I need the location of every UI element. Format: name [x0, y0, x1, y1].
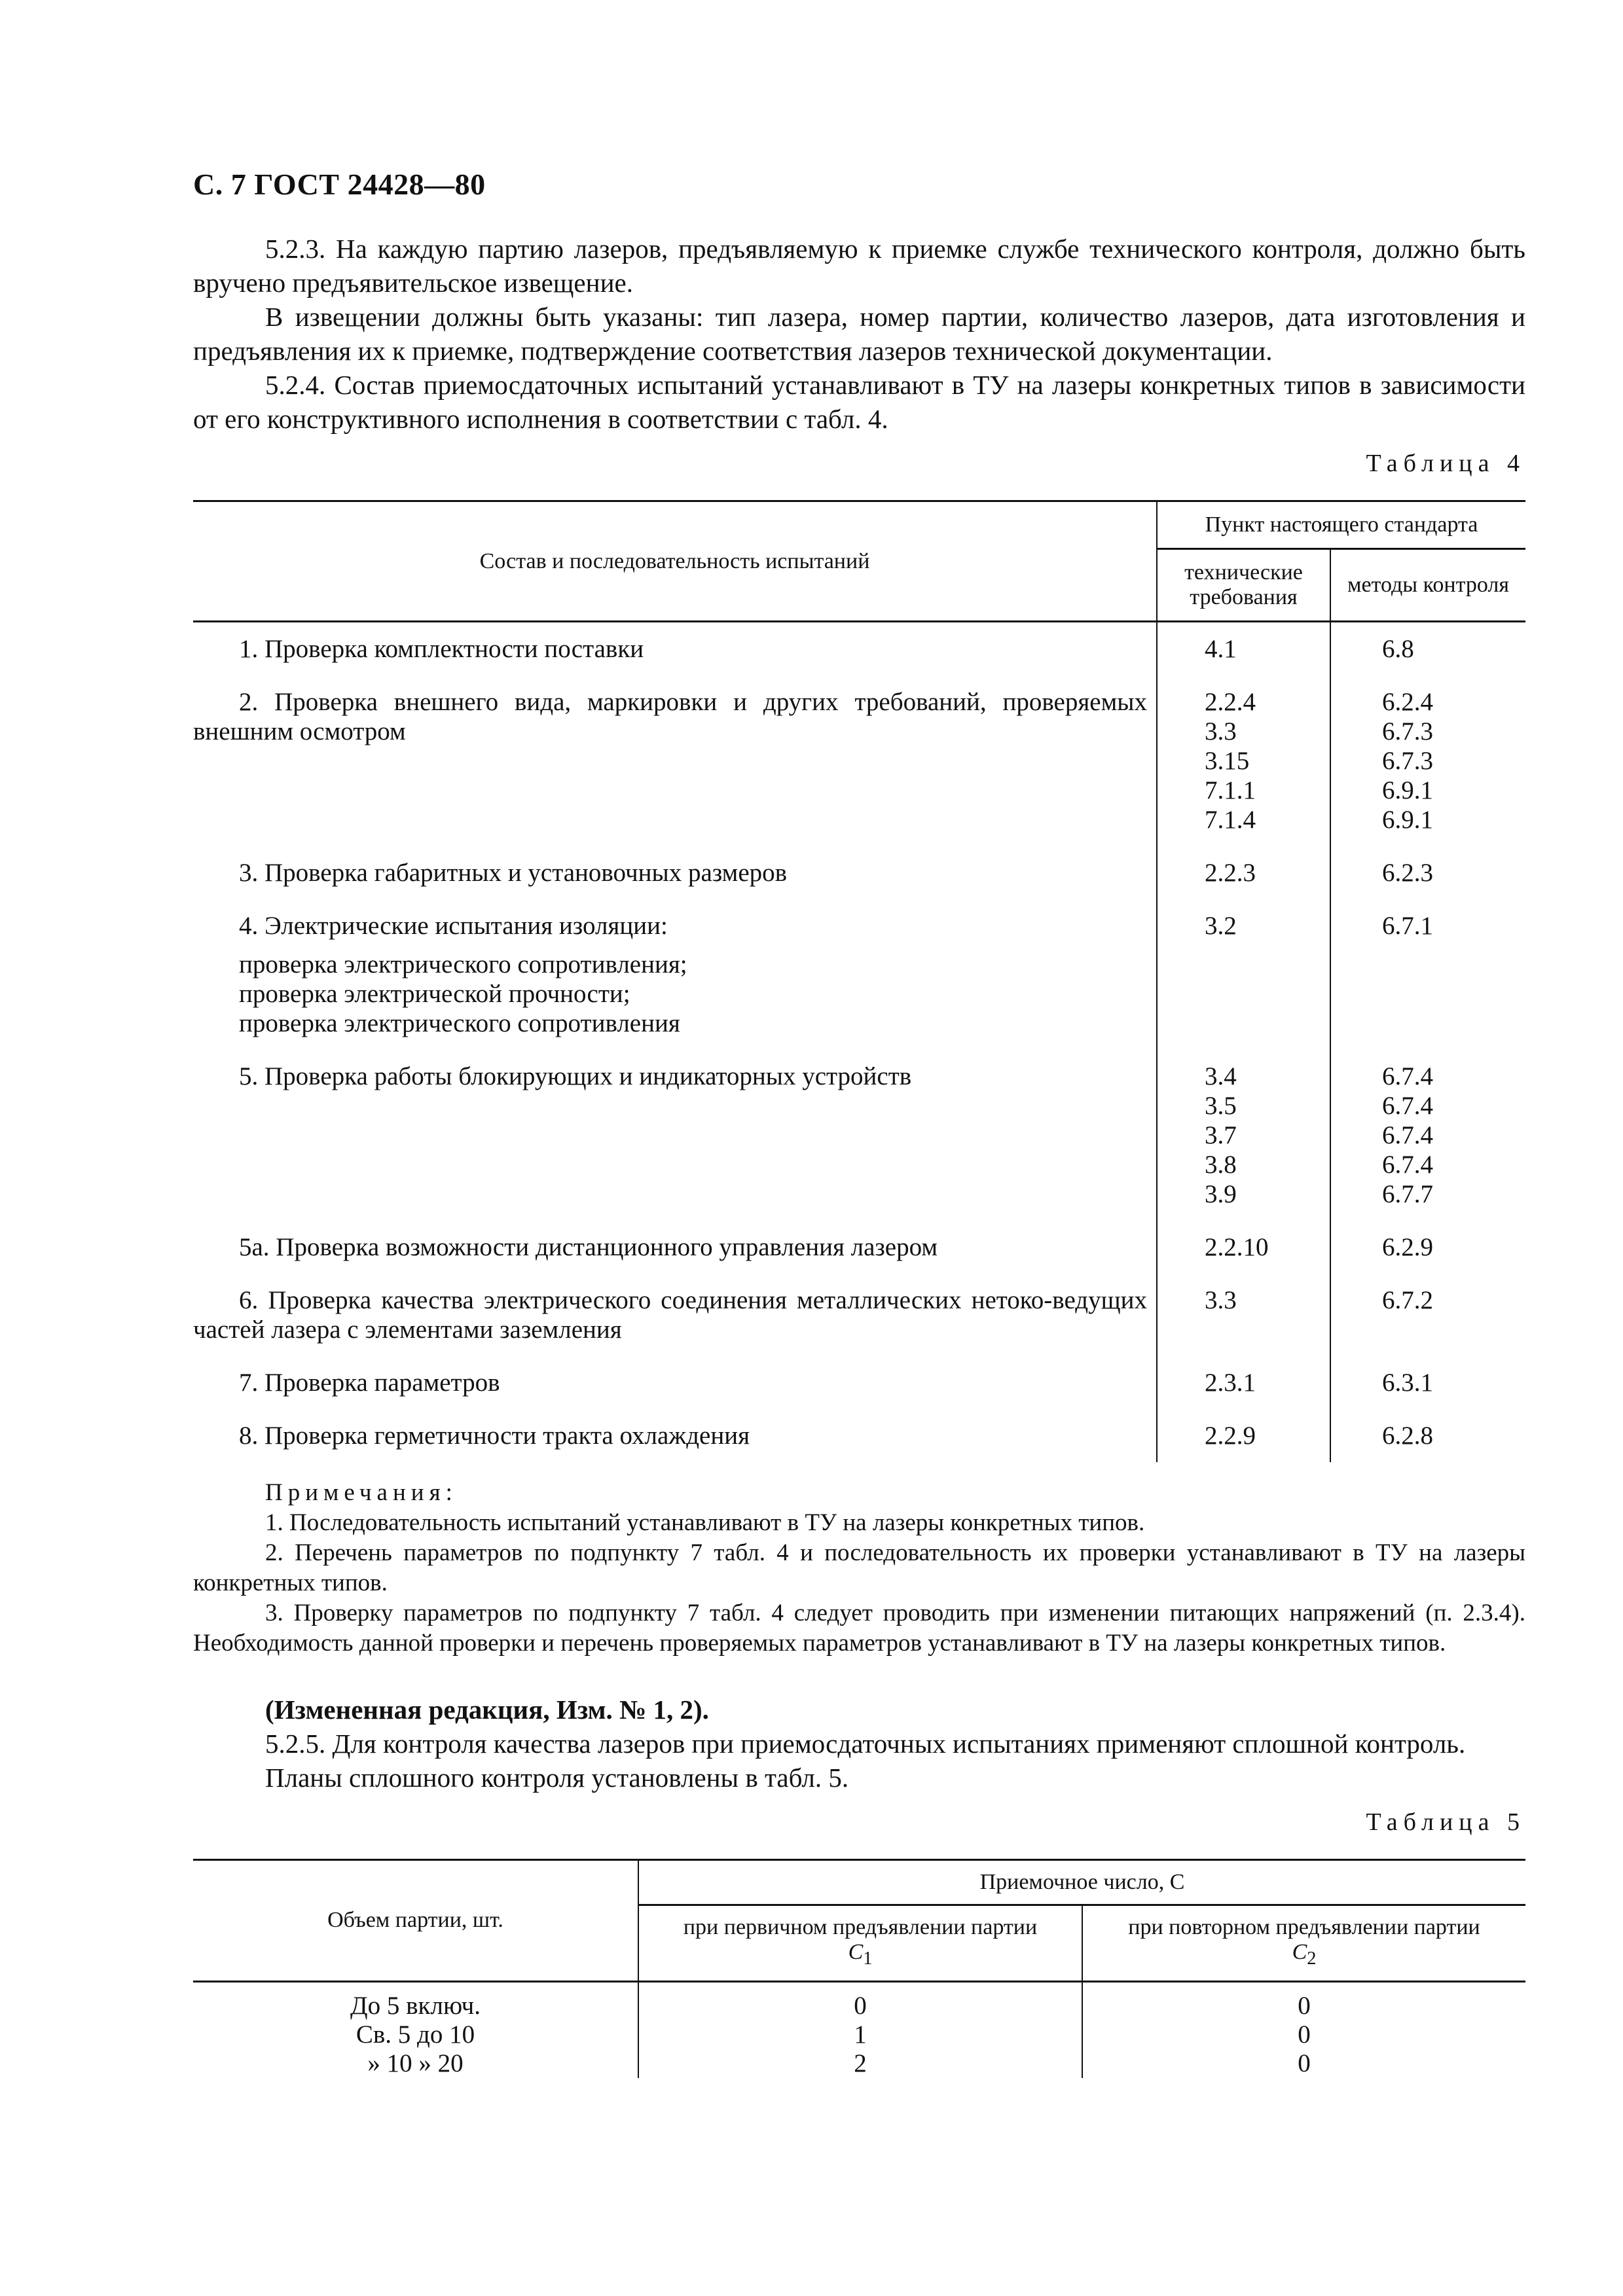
note-2: 2. Перечень параметров по подпункту 7 табл. 4 и последовательность их проверки устанавливают в ТУ на лазеры конкретных типов. — [193, 1539, 1525, 1596]
table5-c1-value: 1 — [854, 2020, 867, 2049]
table4-requirement: 7.1.4 — [1205, 806, 1256, 834]
table4-requirement: 3.9 — [1205, 1180, 1237, 1208]
table5-c2-value: 0 — [1298, 2020, 1311, 2049]
note-3: 3. Проверку параметров по подпункту 7 табл. 4 следует проводить при изменении питающих напряжений (п. 2.3.4). Необходимость данной проверки и перечень проверяемых параметров устанавливают в ТУ на лазеры конкретных типов. — [193, 1600, 1525, 1657]
table-4 — [193, 500, 1525, 1462]
table4-requirement: 3.15 — [1205, 747, 1250, 775]
table4-subtest: проверка электрической прочности; — [239, 980, 630, 1008]
table4-method-cell — [1330, 899, 1525, 1050]
paragraph-notice-content: В извещении должны быть указаны: тип лазера, номер партии, количество лазеров, дата изготовления и предъявления их к приемке, подтверждение соответствия лазеров технической документации. — [193, 302, 1525, 366]
table4-method: 6.9.1 — [1382, 776, 1433, 804]
table4-requirement: 7.1.1 — [1205, 776, 1256, 804]
table4-requirement-cell — [1157, 675, 1330, 846]
table4-row — [193, 675, 1525, 846]
table4-method: 6.7.1 — [1382, 912, 1433, 940]
table4-method-cell — [1330, 846, 1525, 899]
table5-col-c2-symbol: C — [1292, 1940, 1307, 1964]
table4-method: 6.9.1 — [1382, 806, 1433, 834]
table4-requirement: 3.7 — [1205, 1121, 1237, 1149]
table4-test-cell — [193, 846, 1157, 899]
table4-caption: Таблица 4 — [1366, 450, 1525, 477]
table4-method: 6.7.4 — [1382, 1092, 1433, 1120]
table4-row — [193, 899, 1525, 1050]
table4-method: 6.2.8 — [1382, 1422, 1433, 1450]
table4-method-cell — [1330, 1409, 1525, 1462]
table4-method-cell — [1330, 1356, 1525, 1409]
page — [193, 167, 1525, 2078]
table4-method: 6.7.7 — [1382, 1180, 1433, 1208]
table5-volumes — [193, 1981, 638, 2078]
table5-col-c1-header — [638, 1905, 1082, 1982]
table5-col-volume-header: Объем партии, шт. — [193, 1860, 638, 1982]
table4-group-header: Пункт настоящего стандарта — [1157, 501, 1525, 549]
table4-test-cell — [193, 1050, 1157, 1221]
table4-row — [193, 1409, 1525, 1462]
table5-c1-values — [638, 1981, 1082, 2078]
table4-method: 6.3.1 — [1382, 1369, 1433, 1397]
table5-col-c2-label: при повторном предъявлении партии — [1128, 1915, 1480, 1939]
table4-requirement: 4.1 — [1205, 635, 1237, 663]
table4-row — [193, 1221, 1525, 1274]
table4-method-cell — [1330, 1221, 1525, 1274]
table4-requirement: 3.3 — [1205, 717, 1237, 745]
table4-requirement: 2.2.4 — [1205, 688, 1256, 716]
table5-volume: До 5 включ. — [350, 1991, 481, 2020]
paragraph-5-2-4: 5.2.4. Состав приемосдаточных испытаний устанавливают в ТУ на лазеры конкретных типов в зависимости от его конструктивного исполнения в соответствии с табл. 4. — [193, 370, 1525, 434]
note-1: 1. Последовательность испытаний устанавливают в ТУ на лазеры конкретных типов. — [265, 1509, 1145, 1536]
table4-row — [193, 1050, 1525, 1221]
table4-requirement: 3.2 — [1205, 912, 1237, 940]
table4-requirement: 3.4 — [1205, 1062, 1237, 1090]
notes — [193, 1478, 1525, 1659]
table4-requirement: 2.2.10 — [1205, 1233, 1269, 1261]
paragraph-5-2-3: 5.2.3. На каждую партию лазеров, предъявляемую к приемке службе технического контроля, должно быть вручено предъявительское извещение. — [193, 234, 1525, 298]
table4-row — [193, 1356, 1525, 1409]
table4-method: 6.8 — [1382, 635, 1414, 663]
table4-subtest: проверка электрического сопротивления; — [239, 950, 687, 978]
table5-col-c1-label: при первичном предъявлении партии — [683, 1915, 1038, 1939]
table4-col-requirements-header: технические требования — [1157, 549, 1330, 622]
table5-c1-value: 0 — [854, 1991, 867, 2020]
table4-test-cell — [193, 1356, 1157, 1409]
table4-row — [193, 622, 1525, 676]
table5-volume: » 10 » 20 — [367, 2049, 464, 2077]
table4-test-name: 3. Проверка габаритных и установочных размеров — [239, 859, 788, 887]
table4-requirement-cell — [1157, 1050, 1330, 1221]
table4-subtest: проверка электрического сопротивления — [239, 1009, 680, 1037]
table4-method: 6.7.4 — [1382, 1121, 1433, 1149]
table4-requirement-cell — [1157, 1221, 1330, 1274]
table4-method: 6.2.9 — [1382, 1233, 1433, 1261]
table4-row — [193, 846, 1525, 899]
table5-c2-value: 0 — [1298, 2049, 1311, 2077]
table4-requirement: 2.2.9 — [1205, 1422, 1256, 1450]
table4-method-cell — [1330, 1050, 1525, 1221]
table4-method: 6.7.4 — [1382, 1062, 1433, 1090]
table4-requirement-cell — [1157, 622, 1330, 676]
table4-test-cell — [193, 622, 1157, 676]
table4-method-cell — [1330, 1274, 1525, 1356]
table4-requirement-cell — [1157, 846, 1330, 899]
table4-method: 6.7.4 — [1382, 1151, 1433, 1179]
table4-test-name: 8. Проверка герметичности тракта охлаждения — [239, 1422, 750, 1450]
table4-subtests — [193, 950, 1147, 1038]
table4-requirement: 3.3 — [1205, 1286, 1237, 1314]
table4-test-name: 7. Проверка параметров — [239, 1369, 500, 1397]
table4-test-name: 4. Электрические испытания изоляции: — [239, 912, 668, 940]
table4-requirement: 2.2.3 — [1205, 859, 1256, 887]
table4-requirement: 3.8 — [1205, 1151, 1237, 1179]
table4-requirement: 3.5 — [1205, 1092, 1237, 1120]
table5-c2-value: 0 — [1298, 1991, 1311, 2020]
table4-body — [193, 622, 1525, 1463]
table5-c1-value: 2 — [854, 2049, 867, 2077]
table4-method: 6.7.3 — [1382, 717, 1433, 745]
table4-test-cell — [193, 675, 1157, 846]
table4-method-cell — [1330, 622, 1525, 676]
table4-test-name: 6. Проверка качества электрического соединения металлических нетоко-ведущих частей лазера с элементами заземления — [193, 1286, 1147, 1344]
table4-test-name: 5. Проверка работы блокирующих и индикаторных устройств — [239, 1062, 912, 1090]
table4-test-name: 1. Проверка комплектности поставки — [239, 635, 644, 663]
table4-col-methods-header: методы контроля — [1330, 549, 1525, 622]
table-5 — [193, 1859, 1525, 2078]
table4-test-cell — [193, 1274, 1157, 1356]
table4-method: 6.7.2 — [1382, 1286, 1433, 1314]
table4-test-name: 2. Проверка внешнего вида, маркировки и других требований, проверяемых внешним осмотром — [193, 688, 1147, 745]
table4-requirement-cell — [1157, 1409, 1330, 1462]
paragraph-plans: Планы сплошного контроля установлены в табл. 5. — [265, 1763, 849, 1793]
table5-col-c2-subscript: 2 — [1307, 1948, 1317, 1969]
table4-method: 6.2.3 — [1382, 859, 1433, 887]
table5-c2-values — [1082, 1981, 1525, 2078]
table4-row — [193, 1274, 1525, 1356]
table5-col-c2-header — [1082, 1905, 1525, 1982]
table5-col-c1-symbol: C — [848, 1940, 864, 1964]
table4-col-tests-header: Состав и последовательность испытаний — [193, 501, 1157, 622]
table5-caption: Таблица 5 — [1366, 1808, 1525, 1836]
table4-method: 6.2.4 — [1382, 688, 1433, 716]
table4-test-name: 5а. Проверка возможности дистанционного управления лазером — [239, 1233, 938, 1261]
table4-test-cell — [193, 899, 1157, 1050]
amendment-note: (Измененная редакция, Изм. № 1, 2). — [265, 1695, 709, 1725]
table4-method-cell — [1330, 675, 1525, 846]
table4-requirement-cell — [1157, 899, 1330, 1050]
paragraph-5-2-5: 5.2.5. Для контроля качества лазеров при приемосдаточных испытаниях применяют сплошной контроль. — [265, 1729, 1466, 1759]
table5-group-header: Приемочное число, C — [638, 1860, 1525, 1905]
page-header: С. 7 ГОСТ 24428—80 — [193, 168, 486, 201]
table4-requirement-cell — [1157, 1274, 1330, 1356]
notes-title: Примечания: — [265, 1479, 458, 1506]
table4-requirement: 2.3.1 — [1205, 1369, 1256, 1397]
table4-method: 6.7.3 — [1382, 747, 1433, 775]
table4-test-cell — [193, 1221, 1157, 1274]
table5-col-c1-subscript: 1 — [863, 1948, 873, 1969]
table4-requirement-cell — [1157, 1356, 1330, 1409]
table5-volume: Св. 5 до 10 — [356, 2020, 475, 2049]
table4-test-cell — [193, 1409, 1157, 1462]
